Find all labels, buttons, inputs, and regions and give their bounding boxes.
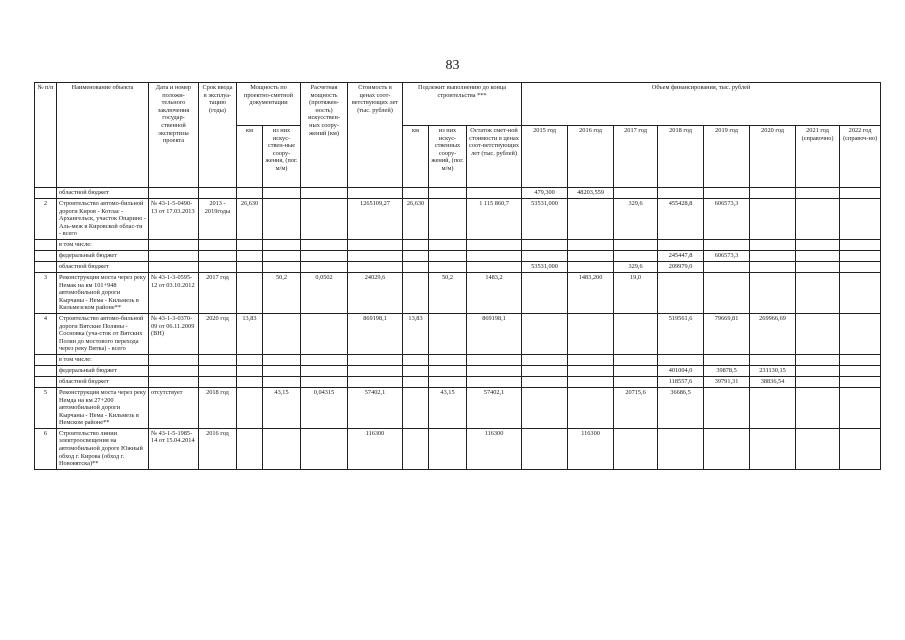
- table-cell: [237, 272, 263, 313]
- table-cell: [403, 272, 429, 313]
- expertise-cell: № 43-1-5-0490-13 от 17.03.2013: [149, 199, 199, 240]
- financing-cell: 606573,3: [704, 250, 750, 261]
- financing-cell: [522, 376, 568, 387]
- financing-cell: [840, 272, 881, 313]
- table-cell: [429, 188, 467, 199]
- financing-cell: [568, 250, 614, 261]
- row-number: [35, 239, 57, 250]
- financing-cell: [658, 272, 704, 313]
- table-cell: [263, 261, 301, 272]
- financing-cell: [522, 354, 568, 365]
- col-term: Срок ввода в эксплуа-тацию (годы): [199, 83, 237, 188]
- financing-cell: [796, 428, 840, 469]
- financing-cell: 329,6: [614, 199, 658, 240]
- budget-label: федеральный бюджет: [57, 365, 149, 376]
- col-year: 2020 год: [750, 126, 796, 188]
- financing-cell: 19,0: [614, 272, 658, 313]
- financing-cell: 36686,5: [658, 387, 704, 428]
- expertise-cell: отсутствует: [149, 387, 199, 428]
- financing-cell: [522, 428, 568, 469]
- financing-cell: [750, 354, 796, 365]
- budget-label: федеральный бюджет: [57, 250, 149, 261]
- financing-cell: [750, 272, 796, 313]
- financing-cell: [568, 376, 614, 387]
- table-row: [35, 387, 881, 428]
- financing-cell: [568, 261, 614, 272]
- financing-cell: [704, 387, 750, 428]
- financing-cell: [796, 199, 840, 240]
- financing-cell: [704, 239, 750, 250]
- expertise-cell: № 43-1-3-0595-12 от 03.10.2012: [149, 272, 199, 313]
- table-cell: 13,83: [237, 313, 263, 354]
- table-cell: 50,2: [429, 272, 467, 313]
- table-cell: [149, 239, 199, 250]
- budget-label: областной бюджет: [57, 376, 149, 387]
- table-cell: [467, 365, 522, 376]
- table-row: [35, 313, 881, 354]
- col-year: 2019 год: [704, 126, 750, 188]
- table-cell: [149, 188, 199, 199]
- row-number: 4: [35, 313, 57, 354]
- table-cell: [348, 261, 403, 272]
- table-cell: [263, 250, 301, 261]
- table-cell: [149, 261, 199, 272]
- term-cell: 2020 год: [199, 313, 237, 354]
- expertise-cell: № 43-1-5-1985-14 от 15.04.2014: [149, 428, 199, 469]
- financing-cell: [796, 261, 840, 272]
- table-cell: [348, 354, 403, 365]
- row-number: 2: [35, 199, 57, 240]
- table-row: [35, 199, 881, 240]
- table-cell: [263, 354, 301, 365]
- object-name: Строительство автомо-бильной дороги Киров - Котлас - Архангельск, участок Опарино - Аль-меж в Кировской облас-ти - всего: [57, 199, 149, 240]
- financing-cell: [658, 188, 704, 199]
- financing-cell: [522, 272, 568, 313]
- financing-cell: 245447,8: [658, 250, 704, 261]
- table-cell: 869198,1: [467, 313, 522, 354]
- table-cell: [403, 387, 429, 428]
- col-name: Наименование объекта: [57, 83, 149, 188]
- financing-cell: 455428,8: [658, 199, 704, 240]
- financing-cell: [568, 354, 614, 365]
- table-cell: [301, 354, 348, 365]
- table-cell: [149, 376, 199, 387]
- financing-cell: [568, 365, 614, 376]
- financing-cell: [614, 239, 658, 250]
- financing-cell: 20715,6: [614, 387, 658, 428]
- financing-cell: [840, 428, 881, 469]
- financing-cell: 606573,3: [704, 199, 750, 240]
- financing-cell: [840, 239, 881, 250]
- financing-cell: 39878,5: [704, 365, 750, 376]
- term-cell: 2013 - 2019годы: [199, 199, 237, 240]
- table-cell: [403, 250, 429, 261]
- financing-cell: [614, 376, 658, 387]
- col-year: 2017 год: [614, 126, 658, 188]
- financing-cell: [614, 428, 658, 469]
- financing-cell: [750, 387, 796, 428]
- table-cell: [403, 261, 429, 272]
- table-cell: [301, 376, 348, 387]
- table-cell: [199, 261, 237, 272]
- table-subrow: [35, 354, 881, 365]
- table-cell: 116300: [467, 428, 522, 469]
- financing-cell: 479,300: [522, 188, 568, 199]
- row-number: 5: [35, 387, 57, 428]
- financing-cell: 1483,200: [568, 272, 614, 313]
- table-cell: [429, 354, 467, 365]
- financing-cell: [840, 313, 881, 354]
- financing-cell: [614, 313, 658, 354]
- financing-cell: [568, 313, 614, 354]
- table-cell: [149, 250, 199, 261]
- table-cell: [263, 199, 301, 240]
- table-cell: [237, 261, 263, 272]
- col-year: 2022 год (справоч-но): [840, 126, 881, 188]
- table-cell: [403, 239, 429, 250]
- table-cell: [237, 376, 263, 387]
- row-number: [35, 250, 57, 261]
- table-cell: [348, 188, 403, 199]
- financing-cell: [750, 261, 796, 272]
- table-cell: [429, 199, 467, 240]
- table-cell: [149, 354, 199, 365]
- term-cell: 2017 год: [199, 272, 237, 313]
- table-cell: [429, 239, 467, 250]
- table-subrow: [35, 261, 881, 272]
- financing-cell: [522, 239, 568, 250]
- table-cell: [301, 313, 348, 354]
- table-cell: 43,15: [429, 387, 467, 428]
- col-no: № п/п: [35, 83, 57, 188]
- table-cell: 1483,2: [467, 272, 522, 313]
- financing-cell: [796, 387, 840, 428]
- table-cell: [348, 250, 403, 261]
- table-cell: 43,15: [263, 387, 301, 428]
- financing-cell: [750, 199, 796, 240]
- financing-cell: [796, 272, 840, 313]
- financing-cell: [522, 313, 568, 354]
- table-cell: [199, 376, 237, 387]
- table-cell: [467, 250, 522, 261]
- financing-cell: [796, 354, 840, 365]
- financing-cell: 116300: [568, 428, 614, 469]
- financing-cell: [568, 387, 614, 428]
- table-cell: [263, 376, 301, 387]
- financing-cell: 118557,6: [658, 376, 704, 387]
- term-cell: 2018 год: [199, 387, 237, 428]
- table-cell: [301, 261, 348, 272]
- row-number: [35, 188, 57, 199]
- table-cell: [429, 428, 467, 469]
- table-cell: [237, 354, 263, 365]
- table-cell: [429, 365, 467, 376]
- term-cell: 2016 год: [199, 428, 237, 469]
- table-cell: [429, 250, 467, 261]
- table-cell: [237, 239, 263, 250]
- table-cell: [199, 239, 237, 250]
- table-cell: [403, 354, 429, 365]
- financing-cell: [840, 188, 881, 199]
- table-cell: [301, 239, 348, 250]
- table-cell: [199, 250, 237, 261]
- col-capacity: Мощность по проектно-сметной документации: [237, 83, 301, 126]
- budget-label: в том числе:: [57, 239, 149, 250]
- table-cell: [403, 376, 429, 387]
- financing-cell: 329,6: [614, 261, 658, 272]
- col-expertise: Дата и номер положи-тельного заключения государ-ственной экспертизы проекта: [149, 83, 199, 188]
- budget-label: областной бюджет: [57, 261, 149, 272]
- financing-cell: [840, 365, 881, 376]
- table-cell: [237, 365, 263, 376]
- financing-cell: [840, 261, 881, 272]
- financing-cell: [704, 272, 750, 313]
- table-cell: 26,630: [403, 199, 429, 240]
- col-capacity-art: из них искус-ствен-ные соору-жения, (пог. м/м): [263, 126, 301, 188]
- col-year: 2015 год: [522, 126, 568, 188]
- table-cell: [301, 188, 348, 199]
- table-cell: [467, 239, 522, 250]
- table-cell: [348, 239, 403, 250]
- table-cell: 24029,6: [348, 272, 403, 313]
- financing-cell: [704, 428, 750, 469]
- table-row: [35, 428, 881, 469]
- financing-cell: [522, 365, 568, 376]
- financing-cell: [704, 261, 750, 272]
- table-cell: [263, 313, 301, 354]
- table-cell: [348, 365, 403, 376]
- table-cell: 57402,1: [467, 387, 522, 428]
- financing-cell: 53531,000: [522, 199, 568, 240]
- table-cell: [348, 376, 403, 387]
- table-cell: [237, 250, 263, 261]
- row-number: [35, 261, 57, 272]
- table-cell: [429, 376, 467, 387]
- object-name: Реконструкция моста через реку Немак на км 101+948 автомобильной дороги Кырчаны - Нема - Кильмезь в Кильмезском районе**: [57, 272, 149, 313]
- table-row: [35, 272, 881, 313]
- col-design-power: Расчетная мощность (протяжен-ность) искусствен-ных соору-жений (км): [301, 83, 348, 188]
- object-name: Реконструкция моста через реку Немда на км 27+200 автомобильной дороги Кырчаны - Нема - Кильмезь в Немском районе**: [57, 387, 149, 428]
- financing-cell: [796, 365, 840, 376]
- col-financing: Объем финансирования, тыс. рублей: [522, 83, 881, 126]
- table-subrow: [35, 239, 881, 250]
- row-number: 6: [35, 428, 57, 469]
- object-name: Строительство линии электроосвещения на автомобильной дороге Южный обход г. Кирова (обход г. Нововятска)**: [57, 428, 149, 469]
- financing-table: [34, 82, 881, 470]
- financing-cell: [568, 199, 614, 240]
- table-cell: [429, 313, 467, 354]
- financing-cell: [614, 250, 658, 261]
- table-cell: 0,0502: [301, 272, 348, 313]
- table-cell: 13,83: [403, 313, 429, 354]
- financing-cell: [840, 250, 881, 261]
- object-name: Строительство автомо-бильной дороги Вятские Поляны - Сосновка (уча-сток от Вятских Полян до мостового перехода через реку Вятка) - всего: [57, 313, 149, 354]
- table-subrow: [35, 188, 881, 199]
- row-number: [35, 354, 57, 365]
- financing-cell: 269966,69: [750, 313, 796, 354]
- financing-cell: [614, 188, 658, 199]
- table-cell: 26,630: [237, 199, 263, 240]
- table-cell: [467, 376, 522, 387]
- table-cell: 50,2: [263, 272, 301, 313]
- table-subrow: [35, 376, 881, 387]
- financing-cell: [750, 239, 796, 250]
- col-remaining: Подлежит выполнению до конца строительства ***: [403, 83, 522, 126]
- financing-cell: [796, 188, 840, 199]
- financing-cell: [750, 188, 796, 199]
- table-cell: 57402,1: [348, 387, 403, 428]
- financing-cell: [658, 239, 704, 250]
- financing-cell: [796, 376, 840, 387]
- table-cell: 116300: [348, 428, 403, 469]
- table-cell: 1265109,27: [348, 199, 403, 240]
- col-remaining-km: км: [403, 126, 429, 188]
- table-cell: [429, 261, 467, 272]
- financing-cell: 38836,54: [750, 376, 796, 387]
- page-number: 83: [445, 58, 460, 73]
- financing-cell: 209979,0: [658, 261, 704, 272]
- table-cell: [467, 261, 522, 272]
- table-cell: [403, 188, 429, 199]
- financing-cell: [522, 250, 568, 261]
- financing-cell: 79669,81: [704, 313, 750, 354]
- table-subrow: [35, 365, 881, 376]
- row-number: [35, 365, 57, 376]
- table-cell: [199, 365, 237, 376]
- table-cell: [403, 428, 429, 469]
- financing-cell: 48203,559: [568, 188, 614, 199]
- financing-cell: [750, 428, 796, 469]
- financing-cell: [840, 387, 881, 428]
- table-cell: [149, 365, 199, 376]
- table-cell: [263, 365, 301, 376]
- row-number: 3: [35, 272, 57, 313]
- financing-cell: [840, 354, 881, 365]
- table-cell: [199, 188, 237, 199]
- table-cell: [237, 428, 263, 469]
- col-remaining-art: из них искус-ственных соору-жений, (пог. м/м): [429, 126, 467, 188]
- financing-cell: [658, 428, 704, 469]
- budget-label: областной бюджет: [57, 188, 149, 199]
- col-cost: Стоимость в ценах соот-ветствующих лет (тыс. рублей): [348, 83, 403, 188]
- table-cell: [301, 250, 348, 261]
- table-cell: 0,04315: [301, 387, 348, 428]
- table-cell: [301, 428, 348, 469]
- financing-cell: [750, 250, 796, 261]
- financing-cell: [840, 376, 881, 387]
- financing-cell: [614, 354, 658, 365]
- col-year: 2021 год (справочно): [796, 126, 840, 188]
- financing-cell: 39791,31: [704, 376, 750, 387]
- financing-cell: [704, 188, 750, 199]
- table-cell: [263, 428, 301, 469]
- financing-cell: [614, 365, 658, 376]
- table-cell: [237, 188, 263, 199]
- col-remaining-cost: Остаток смет-ной стоимости в ценах соот-ветствующих лет (тыс. рублей): [467, 126, 522, 188]
- financing-cell: 519561,6: [658, 313, 704, 354]
- table-cell: [301, 199, 348, 240]
- financing-cell: [796, 250, 840, 261]
- col-year: 2018 год: [658, 126, 704, 188]
- table-cell: [263, 239, 301, 250]
- col-capacity-km: км: [237, 126, 263, 188]
- table-cell: [467, 188, 522, 199]
- table-cell: [199, 354, 237, 365]
- financing-cell: 53531,000: [522, 261, 568, 272]
- table-cell: [301, 365, 348, 376]
- financing-cell: [522, 387, 568, 428]
- budget-label: в том числе:: [57, 354, 149, 365]
- financing-cell: [796, 313, 840, 354]
- col-year: 2016 год: [568, 126, 614, 188]
- expertise-cell: № 43-1-3-0370-09 от 06.11.2009 (ВН): [149, 313, 199, 354]
- table-cell: [237, 387, 263, 428]
- financing-cell: [568, 239, 614, 250]
- financing-cell: [704, 354, 750, 365]
- financing-cell: [658, 354, 704, 365]
- table-subrow: [35, 250, 881, 261]
- financing-cell: [796, 239, 840, 250]
- table-cell: [263, 188, 301, 199]
- table-cell: [467, 354, 522, 365]
- row-number: [35, 376, 57, 387]
- financing-cell: 401004,0: [658, 365, 704, 376]
- table-cell: 1 115 860,7: [467, 199, 522, 240]
- financing-cell: 231130,15: [750, 365, 796, 376]
- financing-cell: [840, 199, 881, 240]
- table-cell: 869198,1: [348, 313, 403, 354]
- table-cell: [403, 365, 429, 376]
